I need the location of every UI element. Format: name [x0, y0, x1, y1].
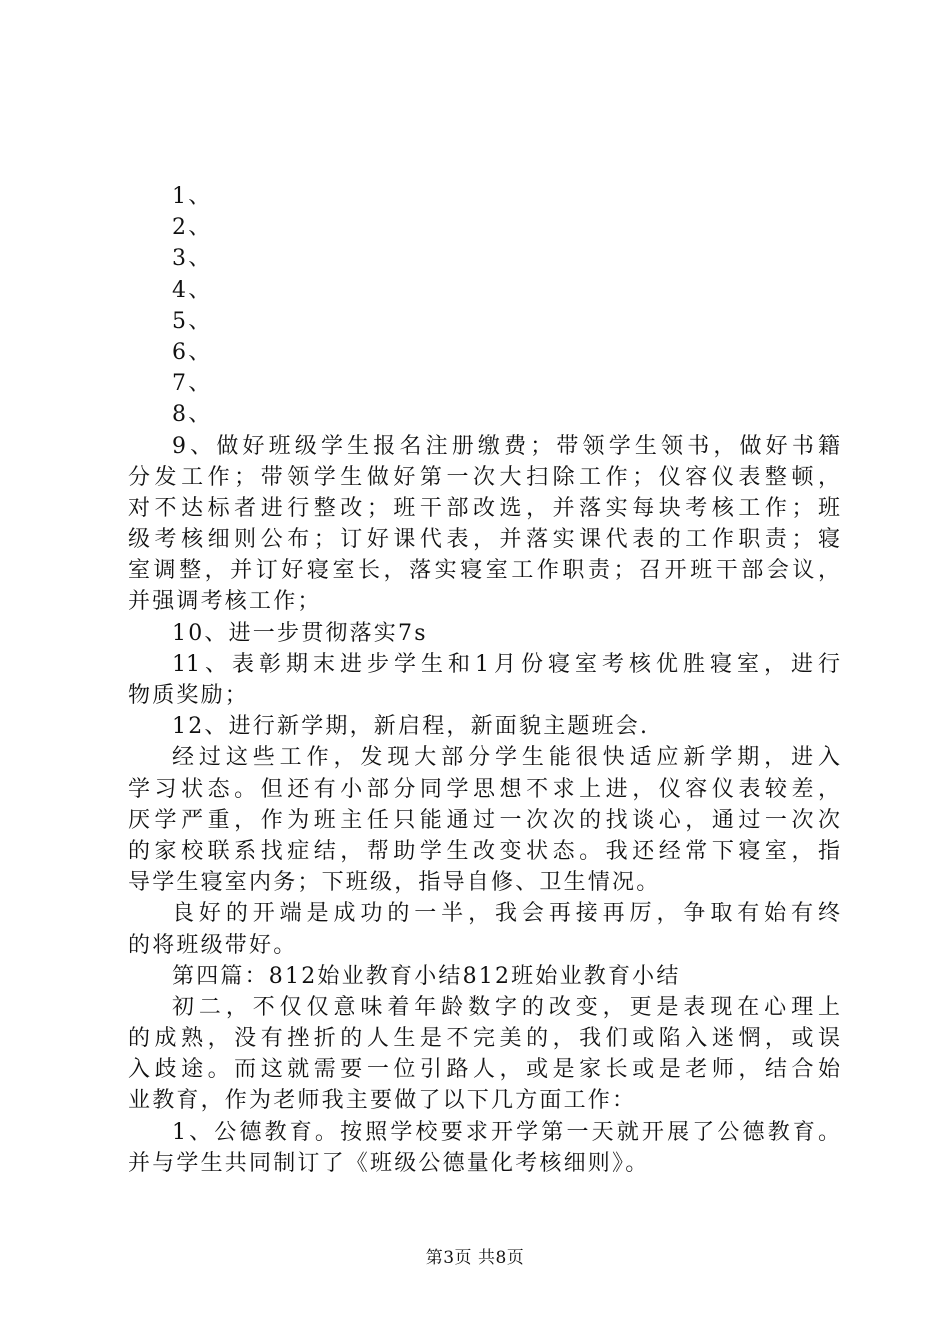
text-line: 7、 [172, 371, 213, 397]
text-line: 1、公德教育。按照学校要求开学第一天就开展了公德教育。 [172, 1119, 840, 1145]
text-line: 厌学严重，作为班主任只能通过一次次的找谈心，通过一次次 [128, 807, 840, 833]
text-line: 的将班级带好。 [128, 932, 298, 958]
text-line: 并强调考核工作； [128, 589, 322, 615]
text-line: 导学生寝室内务；下班级，指导自修、卫生情况。 [128, 870, 661, 896]
text-line: 对不达标者进行整改；班干部改选，并落实每块考核工作；班 [128, 495, 840, 521]
text-line: 4、 [172, 277, 213, 303]
text-line: 室调整，并订好寝室长，落实寝室工作职责；召开班干部会议， [128, 558, 840, 584]
text-line: 分发工作；带领学生做好第一次大扫除工作；仪容仪表整顿， [128, 464, 840, 490]
text-line: 物质奖励； [128, 683, 250, 708]
text-line: 学习状态。但还有小部分同学思想不求上进，仪容仪表较差， [128, 776, 840, 802]
text-line: 业教育，作为老师我主要做了以下几方面工作： [128, 1088, 637, 1114]
text-line: 入歧途。而这就需要一位引路人，或是家长或是老师，结合始 [128, 1057, 840, 1083]
text-line: 2、 [172, 215, 213, 241]
text-line: 9、做好班级学生报名注册缴费；带领学生领书，做好书籍 [172, 433, 840, 459]
text-line: 良好的开端是成功的一半，我会再接再厉，争取有始有终 [172, 901, 840, 927]
text-line: 6、 [172, 339, 213, 365]
text-line: 8、 [172, 402, 213, 428]
document-body [128, 181, 840, 1179]
text-line: 并与学生共同制订了《班级公德量化考核细则》。 [128, 1150, 650, 1176]
text-line: 1、 [172, 184, 213, 209]
text-line: 的家校联系找症结，帮助学生改变状态。我还经常下寝室，指 [128, 838, 840, 864]
text-line: 11、表彰期末进步学生和1月份寝室考核优胜寝室，进行 [172, 651, 840, 677]
text-line: 级考核细则公布；订好课代表，并落实课代表的工作职责；寝 [128, 527, 840, 553]
text-line: 的成熟，没有挫折的人生是不完美的，我们或陷入迷惘，或误 [128, 1026, 840, 1052]
text-line: 初二，不仅仅意味着年龄数字的改变，更是表现在心理上 [172, 994, 840, 1020]
page-footer: 第3页 共8页 [425, 1248, 525, 1268]
text-line: 5、 [172, 308, 213, 334]
text-line: 经过这些工作，发现大部分学生能很快适应新学期，进入 [172, 745, 840, 771]
text-line: 3、 [172, 246, 213, 272]
text-line: 10、进一步贯彻落实7s [172, 620, 428, 646]
text-line: 第四篇：812始业教育小结812班始业教育小结 [172, 963, 681, 989]
text-line: 12、进行新学期，新启程，新面貌主题班会. [172, 714, 650, 740]
